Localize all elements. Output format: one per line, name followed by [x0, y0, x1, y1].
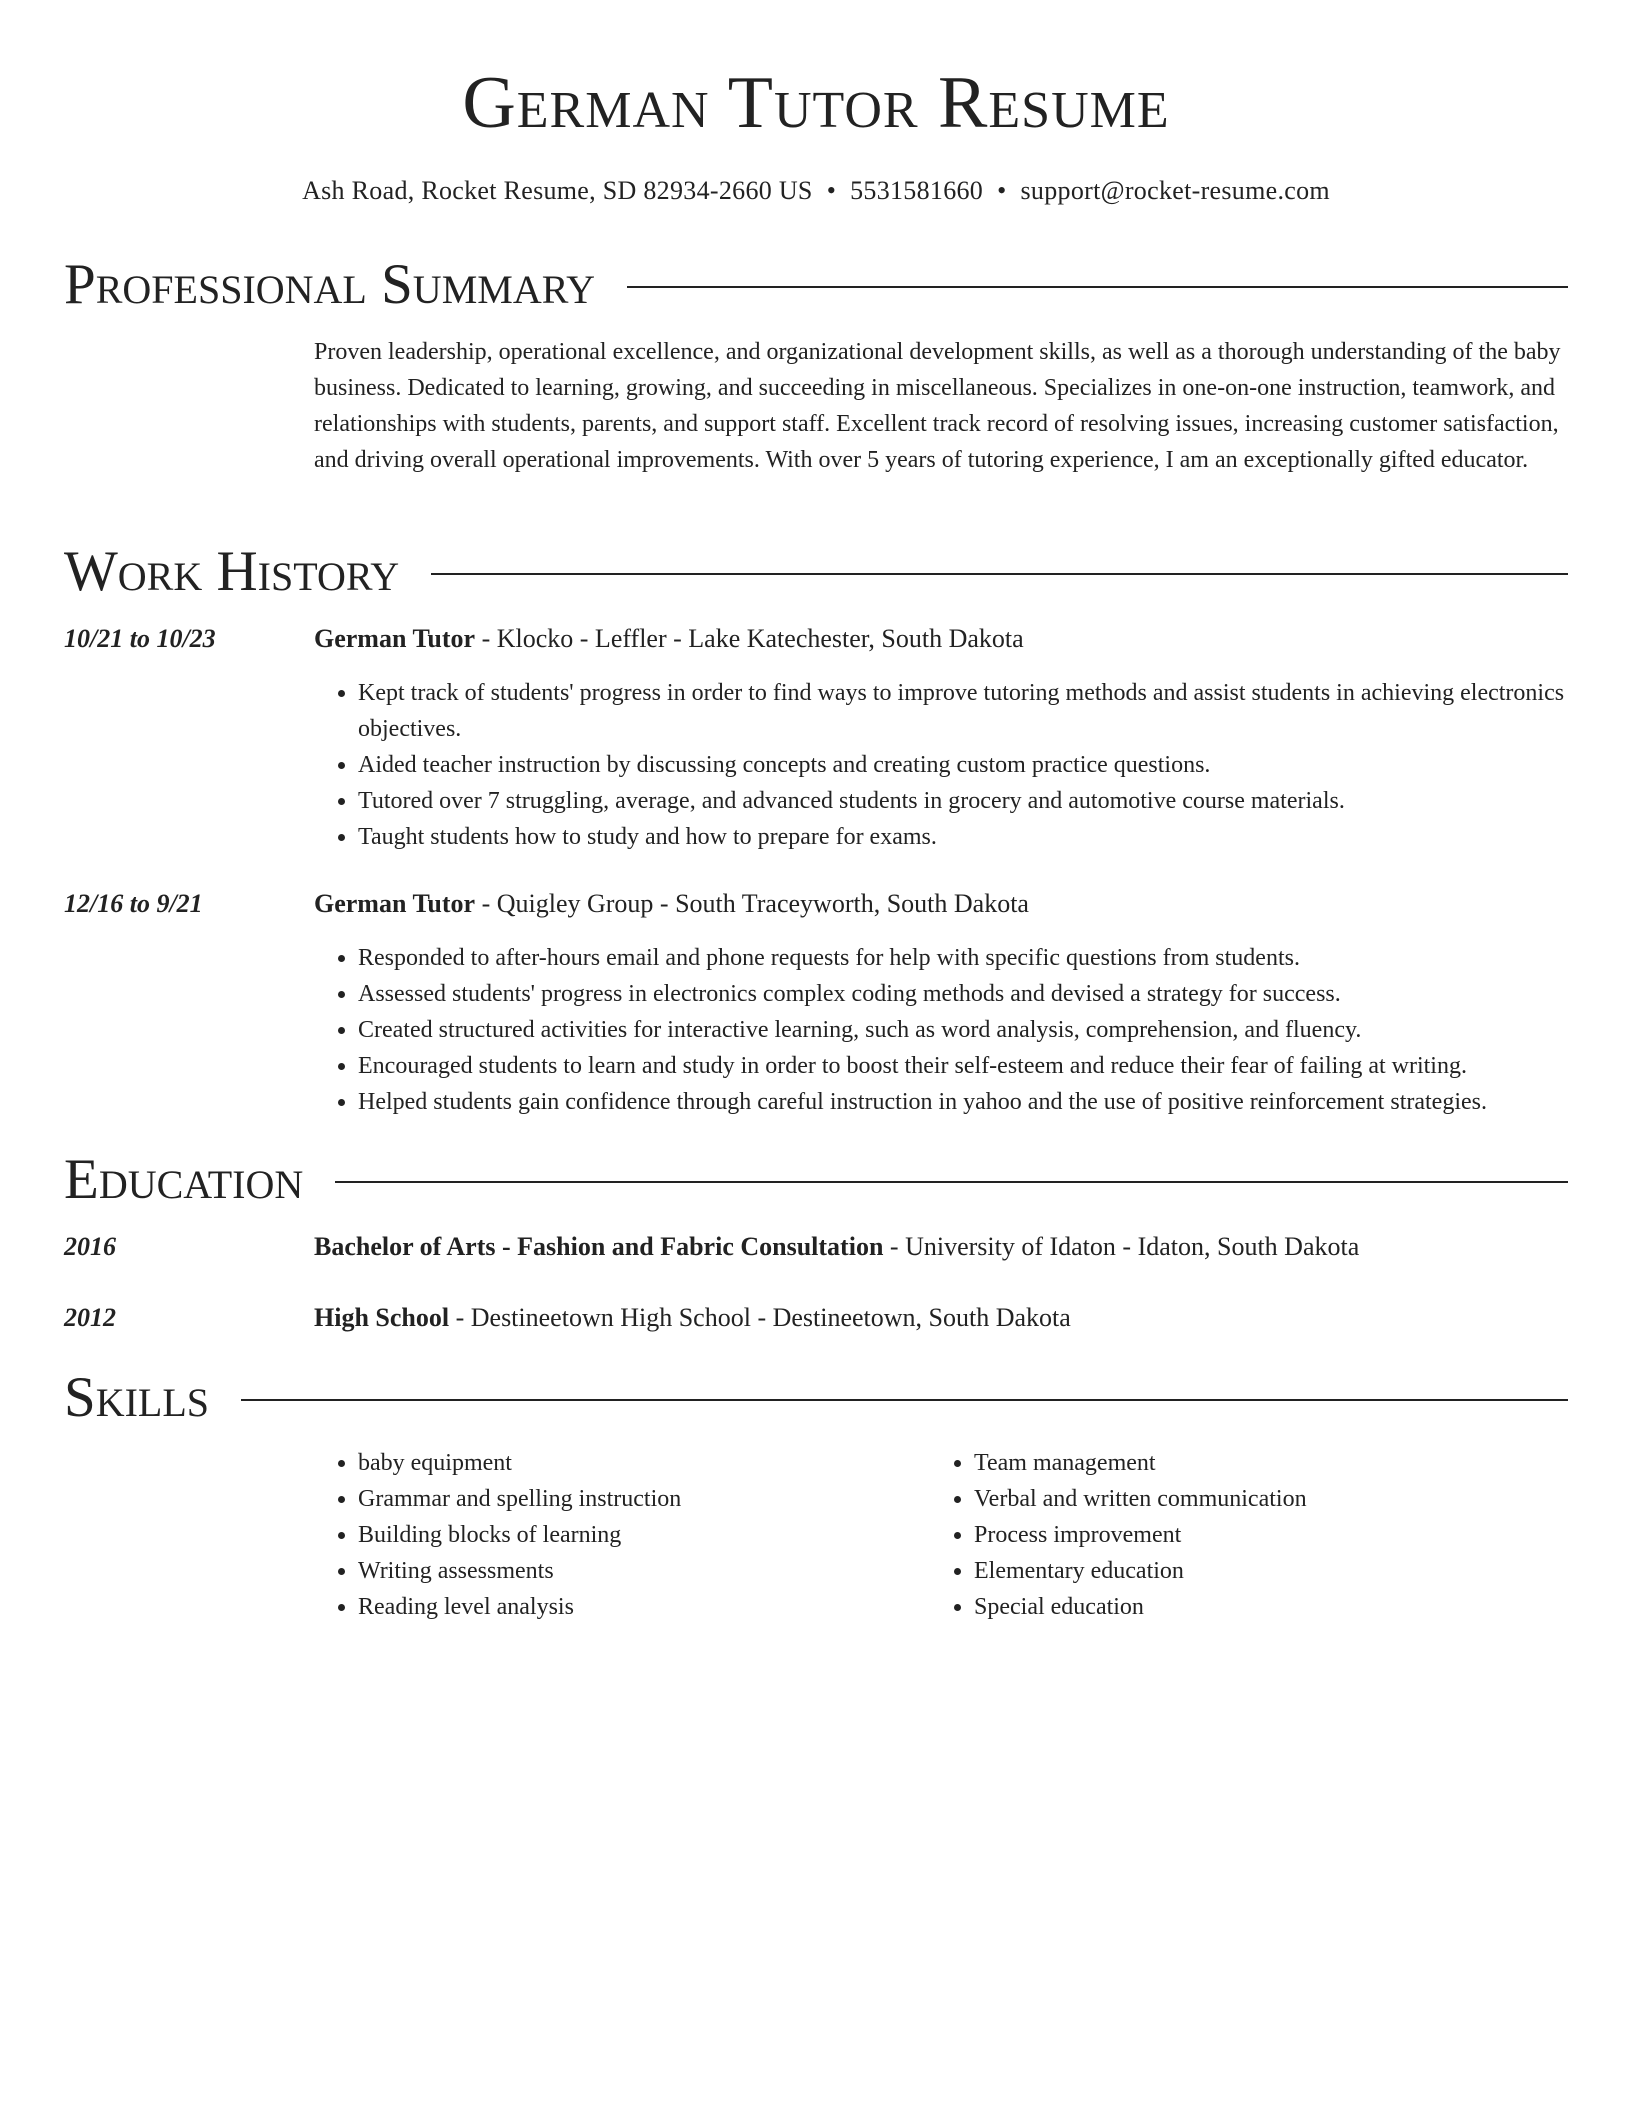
- job-bullet: • Assessed students' progress in electronics complex coding methods and devised a strategy for success.: [358, 976, 1568, 1012]
- job-bullet: • Responded to after-hours email and phone requests for help with specific questions from students.: [358, 940, 1568, 976]
- job-bullets-container: [314, 675, 1568, 855]
- contact-line: [64, 173, 1568, 209]
- job-header: [314, 886, 1568, 922]
- education-line: [314, 1229, 1568, 1265]
- education-section-header: [64, 1145, 1568, 1215]
- skill-item: • Building blocks of learning: [358, 1517, 930, 1553]
- education-year: 2016: [64, 1232, 116, 1261]
- section-divider: [335, 1181, 1568, 1183]
- job-bullets: [314, 675, 1568, 855]
- job-bullet: • Aided teacher instruction by discussing concepts and creating custom practice questions.: [358, 747, 1568, 783]
- contact-separator: •: [826, 176, 837, 205]
- skills-heading: Skills: [64, 1366, 210, 1429]
- job-entry: [314, 886, 1568, 922]
- job-bullet: • Taught students how to study and how to prepare for exams.: [358, 819, 1568, 855]
- job-dates: 12/16 to 9/21: [64, 889, 203, 918]
- work-heading: Work History: [64, 540, 400, 603]
- education-entry: [314, 1229, 1568, 1265]
- skill-item: • baby equipment: [358, 1445, 930, 1481]
- skill-item: • Team management: [974, 1445, 1546, 1481]
- job-entry: [314, 621, 1568, 657]
- job-dates: 10/21 to 10/23: [64, 624, 216, 653]
- resume-title: German Tutor Resume: [462, 62, 1170, 144]
- skill-item: • Elementary education: [974, 1553, 1546, 1589]
- skills-grid: [314, 1445, 1568, 1625]
- summary-section-header: [64, 250, 1568, 320]
- education-details: - Destineetown High School - Destineetown, South Dakota: [449, 1303, 1071, 1332]
- section-divider: [431, 573, 1568, 575]
- education-degree: High School: [314, 1303, 450, 1332]
- education-details: - University of Idaton - Idaton, South Dakota: [883, 1232, 1360, 1261]
- skill-item: • Writing assessments: [358, 1553, 930, 1589]
- job-bullet: • Tutored over 7 struggling, average, and advanced students in grocery and automotive course materials.: [358, 783, 1568, 819]
- education-heading: Education: [64, 1148, 304, 1211]
- job-details: - Quigley Group - South Traceyworth, South Dakota: [475, 889, 1029, 918]
- work-section-header: [64, 537, 1568, 607]
- contact-address: Ash Road, Rocket Resume, SD 82934-2660 US: [302, 176, 813, 205]
- education-degree: Bachelor of Arts - Fashion and Fabric Consultation: [314, 1232, 884, 1261]
- contact-separator: •: [997, 176, 1007, 205]
- summary-body: [314, 334, 1568, 478]
- skill-item: • Process improvement: [974, 1517, 1546, 1553]
- skills-list-left: [314, 1445, 930, 1625]
- education-year: 2012: [64, 1303, 116, 1332]
- skill-item: • Grammar and spelling instruction: [358, 1481, 930, 1517]
- job-title: German Tutor: [314, 889, 476, 918]
- section-divider: [241, 1399, 1568, 1401]
- summary-heading: Professional Summary: [64, 253, 596, 316]
- job-title: German Tutor: [314, 624, 476, 653]
- skill-item: • Verbal and written communication: [974, 1481, 1546, 1517]
- section-divider: [627, 286, 1568, 288]
- job-header: [314, 621, 1568, 657]
- job-bullet: • Encouraged students to learn and study in order to boost their self-esteem and reduce their fear of failing at writing.: [358, 1048, 1568, 1084]
- job-bullet: • Created structured activities for interactive learning, such as word analysis, comprehension, and fluency.: [358, 1012, 1568, 1048]
- skills-section-header: [64, 1363, 1568, 1433]
- skill-item: • Reading level analysis: [358, 1589, 930, 1625]
- contact-email: support@rocket-resume.com: [1020, 176, 1330, 205]
- job-bullets: [314, 940, 1568, 1120]
- job-details: - Klocko - Leffler - Lake Katechester, South Dakota: [475, 624, 1024, 653]
- job-bullets-container: [314, 940, 1568, 1120]
- skill-item: • Special education: [974, 1589, 1546, 1625]
- education-entry: [314, 1300, 1568, 1336]
- education-line: [314, 1300, 1568, 1336]
- skills-list-right: [930, 1445, 1546, 1625]
- contact-phone: 5531581660: [850, 176, 984, 205]
- summary-text: Proven leadership, operational excellence, and organizational development skills, as well as a thorough understanding of the baby business. Dedicated to learning, growing, and succeeding in miscellaneous. Specializes in one-on-one instruction, teamwork, and relationships with students, parents, and support staff. Excellent track record of resolving issues, increasing customer satisfaction, and driving overall operational improvements. With over 5 years of tutoring experience, I am an exceptionally gifted educator.: [314, 339, 1561, 473]
- job-bullet: • Helped students gain confidence through careful instruction in yahoo and the use of positive reinforcement strategies.: [358, 1084, 1568, 1120]
- job-bullet: • Kept track of students' progress in order to find ways to improve tutoring methods and assist students in achieving electronics objectives.: [358, 675, 1568, 747]
